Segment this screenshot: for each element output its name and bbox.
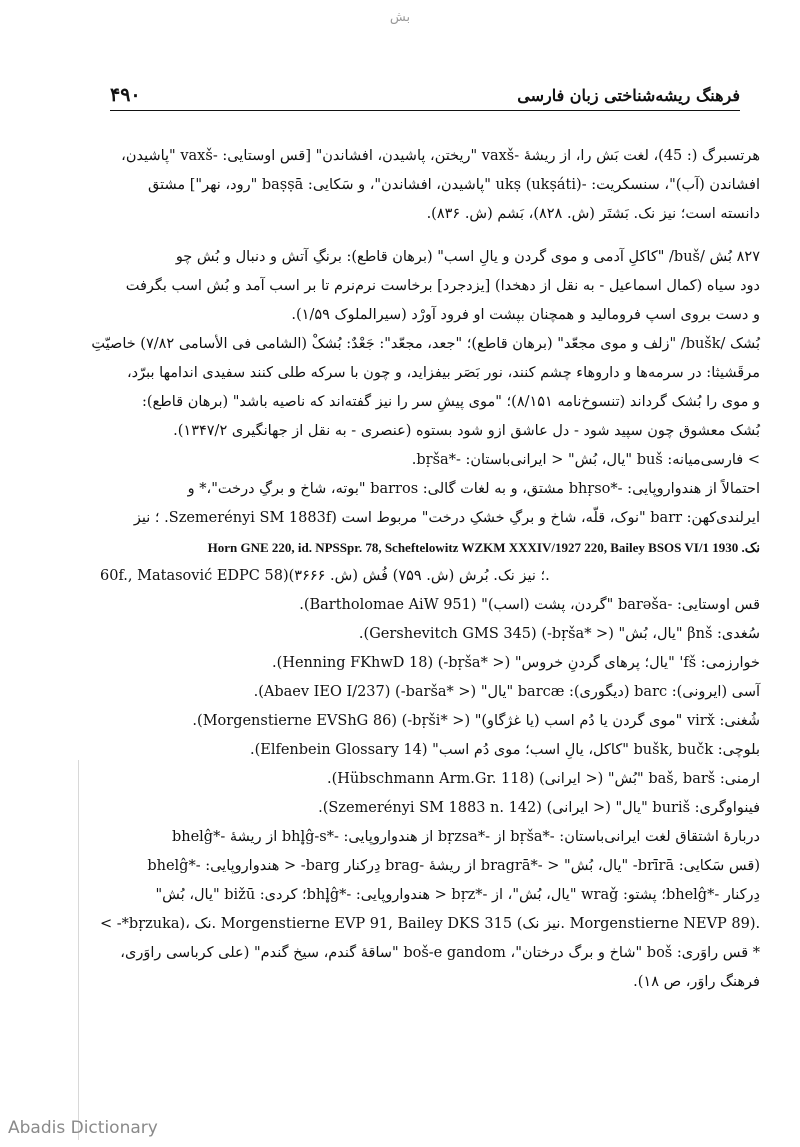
- text-line: بُشک /bušk/ "زلف و موی مجعّد" (برهان قاطع)؛ "جعد، مجعّد": جَعْدٌ: بُشکْ (الشامی فی الأسامی ۷/۸۲) خاصیّتِ: [91, 336, 760, 352]
- page-header: [110, 84, 740, 111]
- reference-line: نک. Horn GNE 220, id. NPSSpr. 78, Scheftelowitz WZKM XXXIV/1927 220, Bailey BSOS VI/1 1930: [207, 540, 760, 555]
- footnote-line: * قس راوَری: boš "شاخ و برگ درختان"، boš-e gandom "ساقهٔ گندم، سیخ گندم" (علی کرباسی راوَری،: [120, 945, 760, 961]
- footnote-line: فرهنگ راوَر، ص ۱۸).: [633, 974, 760, 990]
- text-line: و موی را بُشک گرداند (تنسوخ‌نامه ۸/۱۵۱)؛ "موی پیشِ سر را نیز گفته‌اند که ناصیه باشد" (برهان قاطع):: [141, 394, 760, 410]
- entry-gap: [100, 229, 760, 243]
- cognate-line: ارمنی: baš, barš "بُش" (< ایرانی) (Hübschmann Arm.Gr. 118).: [326, 771, 760, 787]
- text-line: بُشک معشوق چون سپید شود - دل عاشق ازو شود بستوه (عنصری - به نقل از جهانگیری ۱۳۴۷/۲).: [173, 423, 760, 439]
- cognate-line: بلوچی: bušk, bučk "کاکل، یالِ اسب؛ موی دُم اسب" (Elfenbein Glossary 14).: [249, 742, 760, 758]
- text-line: دِرکنار -*bhelĝ؛ پشتو: wraǧ "یال، بُش"، از -*bṛz < هندواروپایی: -*bhl̥ĝ؛ کردی: bižū "یال، بُش": [155, 887, 760, 903]
- text-line: افشاندن (آب)"، سنسکریت: -ukṣ (ukṣáti) "پاشیدن، افشاندن"، و سَکایی: baṣṣā "رود، نهر"] مشتق: [148, 177, 760, 193]
- cognate-line: شُغنی: virx̌ "موی گردن یا دُم اسب (یا غژگاو)" (< *bṛši-) (Morgenstierne EVShG 86).: [192, 713, 760, 729]
- entry-827-headline: ۸۲۷ بُش /buš/ "کاکلِ آدمی و موی گردن و یالِ اسب" (برهان قاطع): برنگِ آتش و دنبال و بُش چو: [175, 249, 760, 265]
- text-line: دانسته است؛ نیز نک. بَشتَر (ش. ۸۲۸)، بَشم (ش. ۸۳۶).: [426, 206, 760, 222]
- text-line: 60f., Matasović EDPC 58)؛ نیز نک. بُرش (ش. ۷۵۹) فُش (ش. ۳۶۶۶).: [100, 568, 550, 584]
- text-line: > فارسی‌میانه: buš "یال، بُش" < ایرانی‌باستان: -*bṛša.: [411, 452, 760, 468]
- cognate-line: سُغدی: βnš "یال، بُش" (< *bṛša-) (Gershevitch GMS 345).: [358, 626, 760, 642]
- cognate-line: آسی (ایرونی): barc (دیگوری): barcæ "یال" (< *barša-) (Abaev IEO I/237).: [253, 684, 760, 700]
- running-head: بش: [389, 10, 411, 25]
- book-title: فرهنگ ریشه‌شناختی زبان فارسی: [517, 86, 740, 105]
- text-line: (قس سَکایی: brīrā- "یال، بُش" < -*bragrā از ریشهٔ -brag دِرکنار barg- < هندواروپایی: -*bhelĝ: [147, 858, 760, 874]
- text-line: و دست بروی اسپ فرومالید و همچنان بپشت او فرود آورْد (سیرالملوک ۱/۵۹).: [291, 307, 760, 323]
- page-number: ۴۹۰: [110, 84, 141, 106]
- text-line: مرقَشیثا: در سرمه‌ها و داروهاء چشم کنند، نور بَصَر بیفزاید، و چون با سرکه طلی کنند سفیدی اندامها ببرّد،: [127, 365, 760, 381]
- text-line: هرتسبرگ (: 45)، لغت بَش را، از ریشهٔ -vaxš "ریختن، پاشیدن، افشاندن" [قس اوستایی: -vaxš "پاشیدن،: [121, 148, 760, 164]
- dictionary-entry-text: [91, 142, 761, 997]
- cognate-line: خوارزمی: fš' "یال؛ پرهای گردنِ خروس" (< *bṛša-) (Henning FKhwD 18).: [272, 655, 760, 671]
- cognate-line: فینواوگری: buriš "یال" (< ایرانی) (Szemerényi SM 1883 n. 142).: [318, 800, 760, 816]
- text-line: < -*bṛzuka)، نک. Morgenstierne EVP 91, Bailey DKS 315 (نیز نک. Morgenstierne NEVP 89).: [100, 916, 761, 932]
- cognate-line: قس اوستایی: -barəša "گردن، پشت (اسب)" (Bartholomae AiW 951).: [299, 597, 760, 613]
- text-line: دربارهٔ اشتقاق لغت ایرانی‌باستان: -*bṛša از -*bṛzsa از هندواروپایی: -*bhl̥ĝ-s از ریشهٔ -*bhelĝ: [171, 829, 760, 845]
- text-line: دود سیاه (کمال اسماعیل - به نقل از دهخدا) [یزدجرد] برخاست نرم‌نرم تا بر اسب آمد و بُش اسب بگرفت: [125, 278, 760, 294]
- text-line: ایرلندی‌کهن: barr "نوک، قلّه، شاخ و برگِ خشکِ درخت" مربوط است (Szemerényi SM 1883f. ؛ نیز: [133, 510, 760, 526]
- watermark: Abadis Dictionary: [8, 1118, 158, 1138]
- scan-margin-line: [78, 760, 79, 1140]
- text-line: احتمالاً از هندواروپایی: -*bhṛso مشتق، و به لغات گالی: barros "بوته، شاخ و برگِ درخت"،* و: [187, 481, 760, 497]
